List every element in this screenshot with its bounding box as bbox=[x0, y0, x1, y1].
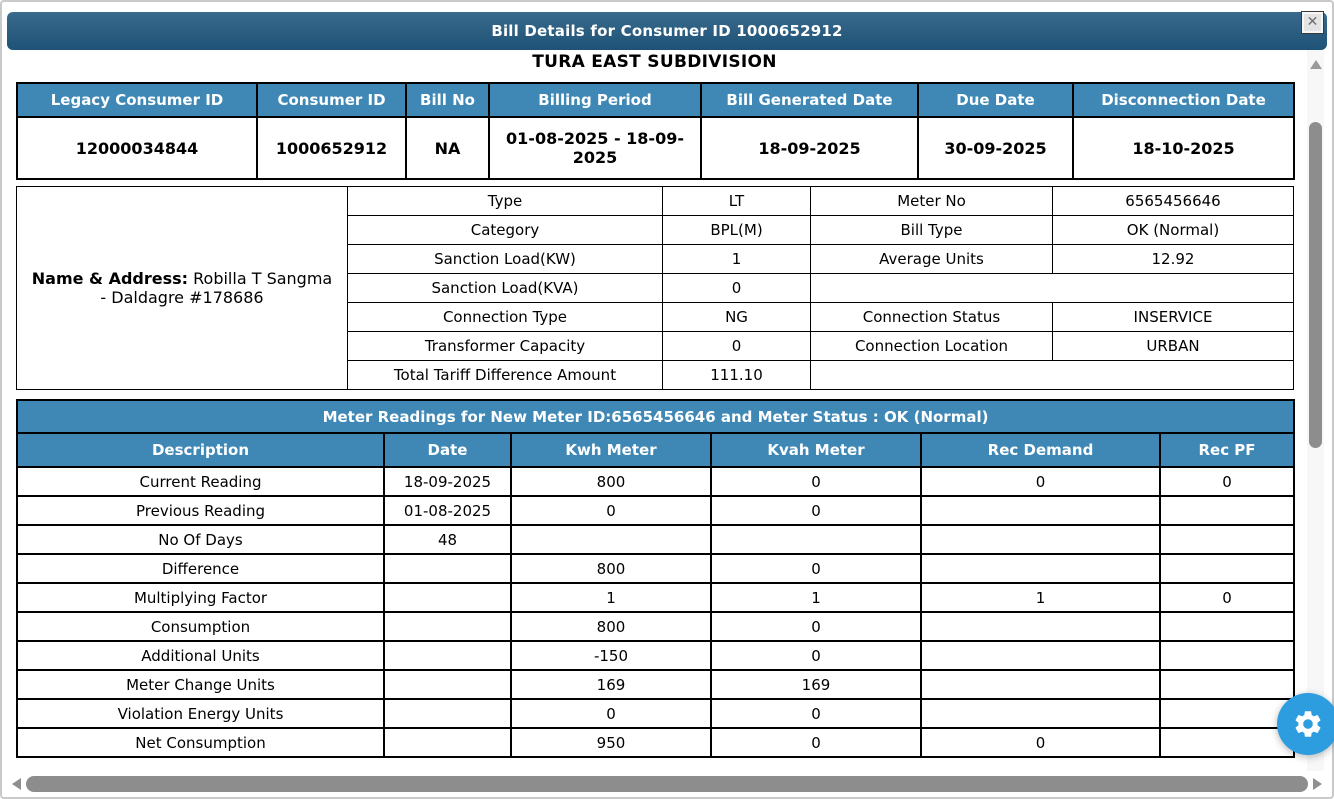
table-cell bbox=[384, 612, 511, 641]
table-cell: 6565456646 bbox=[1053, 187, 1294, 216]
column-header: Rec Demand bbox=[921, 433, 1160, 467]
table-cell: Meter No bbox=[811, 187, 1053, 216]
table-cell bbox=[384, 554, 511, 583]
table-cell bbox=[921, 699, 1160, 728]
table-cell: 18-09-2025 bbox=[384, 467, 511, 496]
table-cell: 0 bbox=[711, 612, 921, 641]
table-cell: 0 bbox=[511, 699, 711, 728]
subdivision-title: TURA EAST SUBDIVISION bbox=[532, 52, 777, 72]
table-cell: 48 bbox=[384, 525, 511, 554]
table-cell bbox=[511, 525, 711, 554]
table-cell bbox=[384, 583, 511, 612]
table-cell: 0 bbox=[921, 728, 1160, 757]
table-cell: 0 bbox=[1160, 583, 1294, 612]
table-cell bbox=[1160, 554, 1294, 583]
table-row bbox=[17, 467, 1294, 496]
table-cell: 0 bbox=[663, 332, 811, 361]
column-header: Date bbox=[384, 433, 511, 467]
column-header: Bill No bbox=[406, 83, 489, 117]
table-cell: URBAN bbox=[1053, 332, 1294, 361]
column-header: Consumer ID bbox=[257, 83, 406, 117]
table-cell: 01-08-2025 - 18-09-2025 bbox=[489, 117, 701, 179]
table-cell: 0 bbox=[511, 496, 711, 525]
vertical-scrollbar[interactable] bbox=[1307, 50, 1324, 771]
table-cell: Additional Units bbox=[17, 641, 384, 670]
table-cell: LT bbox=[663, 187, 811, 216]
table-cell: Average Units bbox=[811, 245, 1053, 274]
column-header: Bill Generated Date bbox=[701, 83, 918, 117]
bill-summary-table bbox=[16, 82, 1295, 180]
table-cell: 0 bbox=[711, 467, 921, 496]
meter-readings-title: Meter Readings for New Meter ID:6565456646 and Meter Status : OK (Normal) bbox=[17, 400, 1294, 433]
table-cell: Previous Reading bbox=[17, 496, 384, 525]
table-cell: -150 bbox=[511, 641, 711, 670]
meter-readings-table bbox=[16, 399, 1295, 758]
column-header: Due Date bbox=[918, 83, 1073, 117]
table-cell-empty bbox=[811, 361, 1294, 390]
table-row bbox=[17, 554, 1294, 583]
table-cell bbox=[1160, 641, 1294, 670]
table-cell: No Of Days bbox=[17, 525, 384, 554]
table-cell: Transformer Capacity bbox=[348, 332, 663, 361]
horizontal-scrollbar[interactable] bbox=[10, 775, 1324, 794]
table-cell: Meter Change Units bbox=[17, 670, 384, 699]
scroll-up-arrow-icon[interactable] bbox=[1310, 60, 1322, 69]
table-cell bbox=[384, 728, 511, 757]
table-cell bbox=[921, 612, 1160, 641]
scroll-left-arrow-icon[interactable] bbox=[12, 778, 21, 790]
table-cell: 0 bbox=[711, 728, 921, 757]
meter-readings-title-row bbox=[17, 400, 1294, 433]
table-cell bbox=[384, 699, 511, 728]
table-cell bbox=[1160, 670, 1294, 699]
table-cell: 169 bbox=[511, 670, 711, 699]
table-cell: 1 bbox=[663, 245, 811, 274]
table-cell: 0 bbox=[1160, 467, 1294, 496]
table-cell: 0 bbox=[711, 699, 921, 728]
table-row bbox=[17, 583, 1294, 612]
meter-readings-header-row bbox=[17, 433, 1294, 467]
horizontal-scrollbar-thumb[interactable] bbox=[26, 776, 1308, 792]
modal-titlebar bbox=[7, 12, 1327, 50]
table-cell: Consumption bbox=[17, 612, 384, 641]
table-cell: 800 bbox=[511, 554, 711, 583]
table-cell: 0 bbox=[711, 554, 921, 583]
table-cell: Total Tariff Difference Amount bbox=[348, 361, 663, 390]
table-cell: 1 bbox=[711, 583, 921, 612]
table-row bbox=[17, 670, 1294, 699]
modal-content bbox=[16, 50, 1293, 758]
table-cell: 01-08-2025 bbox=[384, 496, 511, 525]
table-cell bbox=[1160, 612, 1294, 641]
table-cell bbox=[1160, 496, 1294, 525]
table-cell: 1 bbox=[511, 583, 711, 612]
column-header: Description bbox=[17, 433, 384, 467]
column-header: Legacy Consumer ID bbox=[17, 83, 257, 117]
table-cell: Connection Type bbox=[348, 303, 663, 332]
column-header: Disconnection Date bbox=[1073, 83, 1294, 117]
bill-summary-header-row bbox=[17, 83, 1294, 117]
table-cell: Category bbox=[348, 216, 663, 245]
column-header: Kwh Meter bbox=[511, 433, 711, 467]
table-cell: Current Reading bbox=[17, 467, 384, 496]
column-header: Kvah Meter bbox=[711, 433, 921, 467]
table-cell: 0 bbox=[711, 641, 921, 670]
table-cell: INSERVICE bbox=[1053, 303, 1294, 332]
table-cell: Net Consumption bbox=[17, 728, 384, 757]
table-cell: 0 bbox=[921, 467, 1160, 496]
table-cell: 111.10 bbox=[663, 361, 811, 390]
table-cell: 0 bbox=[711, 496, 921, 525]
table-cell: OK (Normal) bbox=[1053, 216, 1294, 245]
table-cell: NG bbox=[663, 303, 811, 332]
table-cell bbox=[921, 525, 1160, 554]
table-row bbox=[17, 641, 1294, 670]
table-cell: 800 bbox=[511, 467, 711, 496]
table-cell: BPL(M) bbox=[663, 216, 811, 245]
column-header: Rec PF bbox=[1160, 433, 1294, 467]
table-cell: Violation Energy Units bbox=[17, 699, 384, 728]
modal-title: Bill Details for Consumer ID 1000652912 bbox=[491, 22, 843, 40]
table-cell: Multiplying Factor bbox=[17, 583, 384, 612]
name-address-label: Name & Address: bbox=[31, 269, 189, 288]
table-row bbox=[17, 525, 1294, 554]
table-cell: 1000652912 bbox=[257, 117, 406, 179]
table-row bbox=[17, 728, 1294, 757]
table-cell-empty bbox=[811, 274, 1294, 303]
vertical-scrollbar-thumb[interactable] bbox=[1309, 122, 1322, 448]
table-cell bbox=[921, 496, 1160, 525]
column-header: Billing Period bbox=[489, 83, 701, 117]
table-cell: 12.92 bbox=[1053, 245, 1294, 274]
name-address-value: Robilla T Sangma - Daldagre #178686 bbox=[100, 269, 333, 307]
gear-icon bbox=[1292, 708, 1324, 740]
table-cell bbox=[921, 554, 1160, 583]
table-cell: 169 bbox=[711, 670, 921, 699]
table-cell: 950 bbox=[511, 728, 711, 757]
table-cell bbox=[1160, 699, 1294, 728]
table-row bbox=[17, 187, 1294, 216]
bill-summary-value-row bbox=[17, 117, 1294, 179]
table-cell: 1 bbox=[921, 583, 1160, 612]
table-cell bbox=[384, 641, 511, 670]
table-row bbox=[17, 612, 1294, 641]
table-cell: Sanction Load(KW) bbox=[348, 245, 663, 274]
close-button[interactable] bbox=[1301, 11, 1324, 34]
table-cell bbox=[1160, 728, 1294, 757]
table-cell: 0 bbox=[663, 274, 811, 303]
table-cell: Connection Location bbox=[811, 332, 1053, 361]
table-cell: 18-09-2025 bbox=[701, 117, 918, 179]
table-cell bbox=[921, 641, 1160, 670]
table-cell: Bill Type bbox=[811, 216, 1053, 245]
scroll-right-arrow-icon[interactable] bbox=[1313, 778, 1322, 790]
table-row bbox=[17, 699, 1294, 728]
table-cell: 18-10-2025 bbox=[1073, 117, 1294, 179]
settings-fab-button[interactable] bbox=[1277, 693, 1334, 755]
table-cell bbox=[921, 670, 1160, 699]
table-cell: Type bbox=[348, 187, 663, 216]
consumer-info-table bbox=[16, 186, 1294, 390]
table-row bbox=[17, 496, 1294, 525]
table-cell bbox=[711, 525, 921, 554]
table-cell bbox=[1160, 525, 1294, 554]
name-address-cell bbox=[17, 187, 348, 390]
table-cell: 12000034844 bbox=[17, 117, 257, 179]
table-cell: Connection Status bbox=[811, 303, 1053, 332]
table-cell: 30-09-2025 bbox=[918, 117, 1073, 179]
table-cell: Difference bbox=[17, 554, 384, 583]
table-cell bbox=[384, 670, 511, 699]
table-cell: 800 bbox=[511, 612, 711, 641]
table-cell: Sanction Load(KVA) bbox=[348, 274, 663, 303]
close-icon: ✕ bbox=[1306, 14, 1319, 30]
table-cell: NA bbox=[406, 117, 489, 179]
